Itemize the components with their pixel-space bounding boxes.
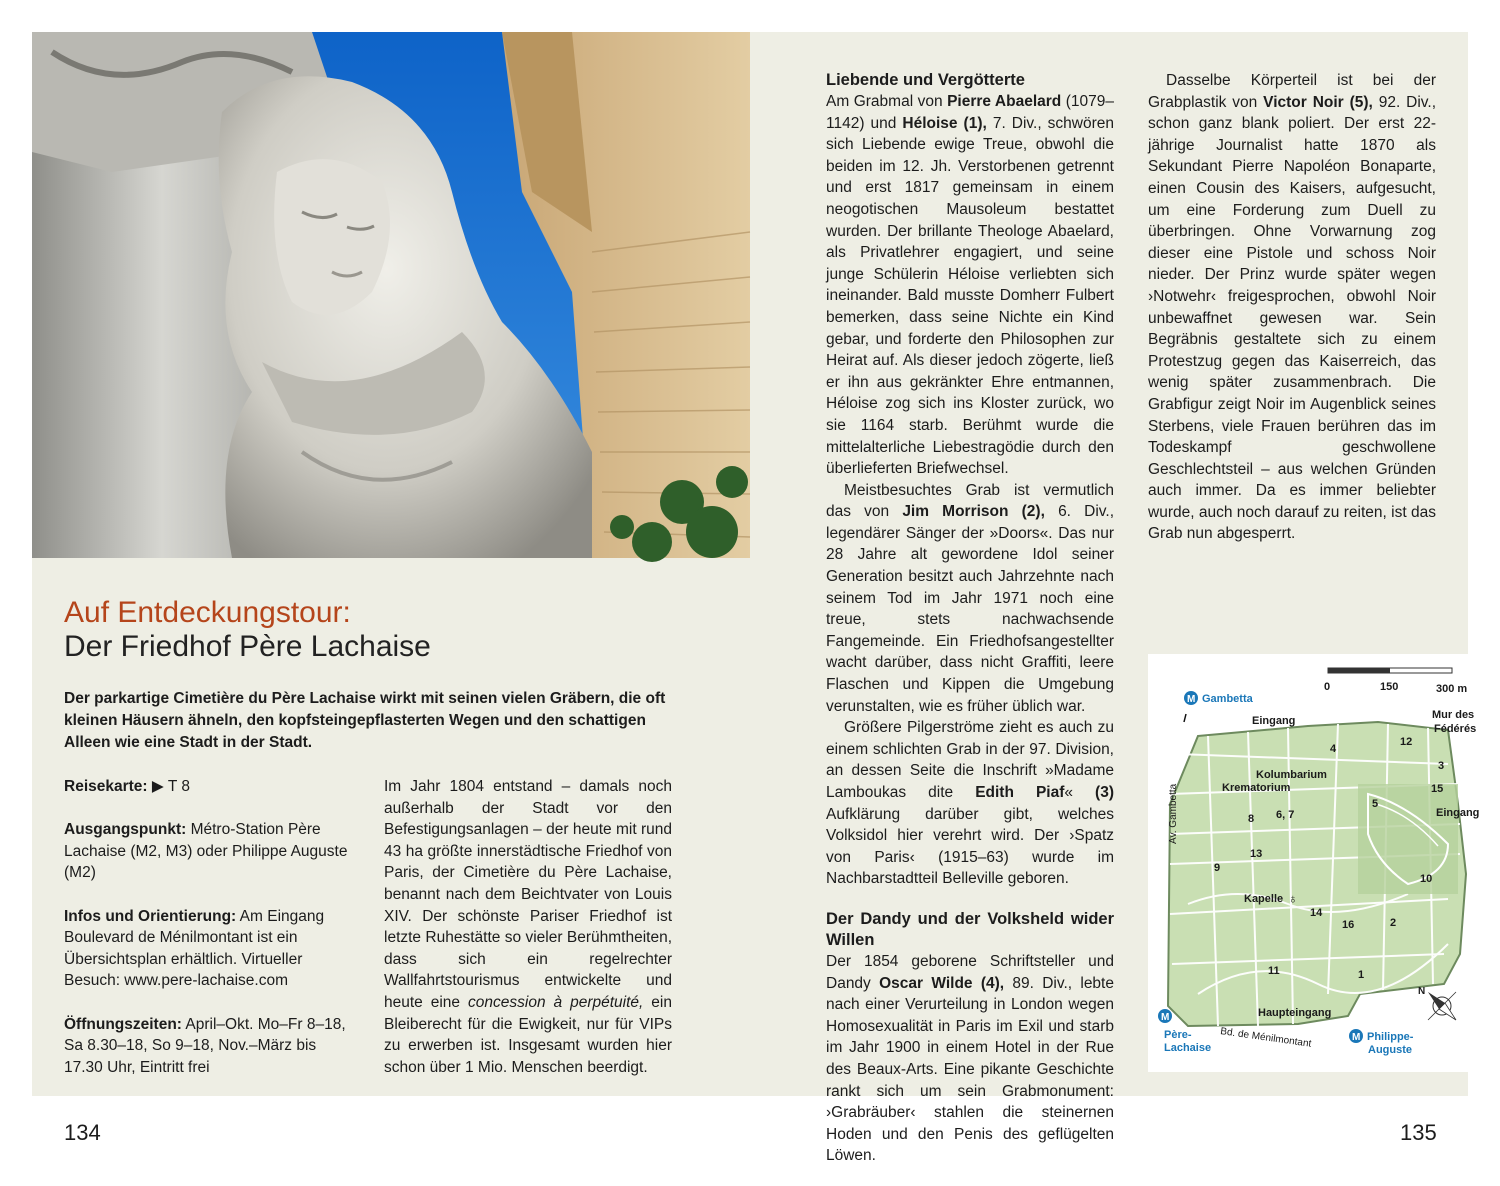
info-orientierung-label: Infos und Orientierung: [64,907,237,925]
text-run: 6. Div., legendärer Sänger der »Doors«. Das nur 28 Jahre alt gewordene Idol seiner Generation besitzt auch Jahrzehnte nach seinem Tod im Jahr 1971 noch eine treue, stets nachwachsende Fangemeinde. Ein Friedhofsangestellter wacht darüber, dass nicht Graffiti, leere Flaschen und Kippen die Umgebung verunstalten, wie es früher üblich war. [826,503,1114,715]
text-run: « [1064,784,1096,801]
map-label-haupteingang: Haupteingang [1258,1007,1332,1019]
text-bold: Edith Piaf [975,784,1065,801]
map-marker-13: 13 [1250,848,1263,860]
right-body-column-2 [1148,70,1436,545]
statue-photo [32,32,750,558]
map-label-kapelle: Kapelle [1244,893,1284,905]
cemetery-map-graphic [1148,654,1480,1072]
info-reisekarte [64,776,354,798]
chapel-icon: ♁ [1288,891,1298,906]
right-body-column-1 [826,70,1114,1167]
text-bold: Jim Morrison (2), [902,503,1045,521]
metro-philippe-label-2: Auguste [1368,1044,1412,1056]
body-paragraph [826,717,1114,890]
body-paragraph [384,776,672,1078]
text-run: Größere Pilgerströme zieht es auch zu einem schlichten Grab in der 97. Division, an dessen Seite die Inschrift »Madame Lamboukas dite [826,719,1114,801]
map-marker-14: 14 [1310,907,1323,919]
text-run: ein Bleiberecht für die Ewigkeit, nur für VIPs zu erwerben ist. Insgesamt wurden hier schon über 1 Mio. Menschen beerdigt. [384,993,672,1076]
map-label-mur-2: Fédérés [1434,723,1477,735]
map-label-bd-menilmontant: Bd. de Ménilmontant [1219,1026,1312,1050]
text-bold: Victor Noir (5), [1263,93,1373,111]
map-marker-8: 8 [1248,813,1255,825]
map-marker-9: 9 [1214,862,1221,874]
map-marker-3: 3 [1438,760,1445,772]
map-marker-16: 16 [1342,919,1355,931]
left-page-header [64,596,684,754]
text-run: Am Grabmal von [826,93,948,110]
text-bold: Héloise (1), [902,114,987,132]
text-run: Der 1854 geborene Schriftsteller und Dandy [826,952,1114,992]
info-reisekarte-label: Reisekarte: [64,778,148,795]
map-marker-15: 15 [1431,783,1444,795]
body-paragraph [826,480,1114,718]
compass-n-label: N [1418,986,1426,997]
scale-label-150: 150 [1380,681,1399,693]
map-label-mur-1: Mur des [1432,709,1475,721]
map-marker-11: 11 [1268,965,1280,977]
article-title-kicker: Auf Entdeckungstour: [64,596,351,629]
text-run: 89. Div., lebte nach einer Verurteilung in London wegen Homosexualität in Paris im Exil und starb im Jahr 1900 in einem Hotel in der Rue des Beaux-Arts. Eine pikante Geschichte rankt sich um sein Grabmonument: ›Grabräuber‹ stahlen die steinernen Hoden und den Penis des geflügelten Löwen. [826,974,1114,1165]
section-heading-dandy: Der Dandy und der Volksheld wider Willen [826,909,1114,949]
metro-gambetta [1184,691,1254,722]
scale-label-300: 300 m [1436,683,1468,695]
compass-icon [1418,986,1456,1020]
body-paragraph [826,91,1114,480]
text-run: 92. Div., schon ganz blank poliert. Der erst 22-jährige Journalist hatte 1870 als Sekundant Pierre Napoléon Bonaparte, einen Cousin des Kaisers, aufgesucht, um eine Forderung zum Duell zu überbringen. Ohne Vorwarnung zog dieser eine Pistole und schoss Noir nieder. Der Prinz wurde später wegen ›Notwehr‹ freigesprochen, obwohl Noir unbewaffnet gewesen war. Sein Begräbnis gestaltete sich zu einem Protestzug gegen das Kaiserreich, das wenig später zusammenbrach. Die Grabfigur zeigt Noir im Augenblick seines Sterbens, viele Frauen berühren das im Todeskampf geschwollene Geschlechtsteil – aus welchen Gründen auch immer. Da es immer beliebter wurde, auch noch darauf zu reiten, ist das Grab nun abgesperrt. [1148,93,1436,543]
section-heading-liebende: Liebende und Vergötterte [826,71,1025,89]
info-oeffnungszeiten-value: April–Okt. Mo–Fr 8–18, Sa 8.30–18, So 9–18, Nov.–März bis 17.30 Uhr, Eintritt frei [64,1015,346,1076]
map-marker-6-7: 6, 7 [1276,809,1295,821]
metro-philippe-auguste [1349,1029,1414,1056]
text-run: 7. Div., schwören sich Liebende ewige Treue, obwohl die beiden im 12. Jh. Verstorbenen getrennt und erst 1817 gemeinsam in einem neogotischen Mausoleum bestattet wurden. Der brillante Theologe Abaelard, als Privatlehrer engagiert, und seine junge Schülerin Héloise verliebten sich ineinander. Bald musste Domherr Fulbert bemerken, dass seine Nichte ein Kind gebar, und forderte den Philosophen zur Heirat auf. Als dieser jedoch zögerte, ließ er ihn aus gekränkter Ehre entmannen, Héloise zog sich ins Kloster zurück, wo sie 1164 starb. Berühmt wurde die mittelalterliche Liebestragödie durch den überlieferten Briefwechsel. [826,114,1114,478]
body-paragraph [1148,70,1436,545]
article-lead: Der parkartige Cimetière du Père Lachaise wirkt mit seinen vielen Gräbern, die oft kleinen Häusern ähneln, den kopfsteingepflasterten Wegen und den schattigen Alleen wie eine Stadt in der Stadt. [64,690,666,751]
text-bold: Pierre Abaelard [947,93,1062,110]
text-run: Dasselbe Körperteil ist bei der Grabplastik von [1148,72,1436,111]
metro-symbol: M [1352,1032,1361,1043]
text-run: Im Jahr 1804 entstand – damals noch außerhalb der Stadt vor den Befestigungsanlagen – der heute mit rund 43 ha größte innerstädtische Friedhof von Paris, der Cimetière du Père Lachaise, benannt nach dem Beichtvater von Louis XIV. Der schönste Pariser Friedhof ist letzte Ruhestätte so vieler Berühmtheiten, dass sich ein regelrechter Wallfahrtstourismus entwickelte und heute eine [384,778,672,1011]
metro-symbol: M [1187,694,1196,705]
page-number-left: 134 [64,1120,101,1145]
text-run: (1079–1142) und [826,93,1114,132]
map-label-kolumbarium: Kolumbarium [1256,769,1327,781]
map-label-av-gambetta: Av. Gambetta [1168,783,1179,844]
info-orientierung [64,906,354,992]
article-title: Der Friedhof Père Lachaise [64,630,431,663]
text-run: Aufklärung darüber gibt, welches Volksidol hier verehrt wird. Der ›Spatz von Paris‹ (1915–63) wurde im Nachbarstadtteil Belleville geboren. [826,805,1114,888]
map-label-krematorium: Krematorium [1222,782,1291,794]
map-marker-4: 4 [1330,743,1337,755]
text-italic: concession à perpétuité, [468,993,644,1011]
map-marker-5: 5 [1372,798,1379,810]
scale-label-0: 0 [1324,681,1331,693]
text-run: Meistbesuchtes Grab ist vermutlich das von [826,481,1114,521]
text-bold: Oscar Wilde (4), [879,974,1005,992]
metro-pere-label-1: Père- [1164,1029,1192,1041]
map-marker-10: 10 [1420,873,1433,885]
body-paragraph [826,951,1114,1167]
metro-symbol: M [1161,1012,1170,1023]
info-oeffnungszeiten [64,1014,354,1079]
metro-philippe-label-1: Philippe- [1367,1031,1414,1043]
info-ausgangspunkt-value: Métro-Station Père Lachaise (M2, M3) oder Philippe Auguste (M2) [64,821,348,882]
info-box [64,776,354,1100]
map-marker-1: 1 [1358,969,1365,981]
info-orientierung-value: Am Eingang Boulevard de Ménilmontant ist ein Übersichtsplan erhältlich. Virtueller Besuch: www.pere-lachaise.com [64,907,325,990]
left-body-column [384,776,672,1078]
map-scale-bar [1324,668,1467,695]
statue-photo-graphic [32,32,750,558]
info-oeffnungszeiten-label: Öffnungszeiten: [64,1015,182,1033]
map-marker-2: 2 [1390,917,1397,929]
info-reisekarte-value: ▶ T 8 [151,778,190,795]
page-number-right: 135 [1400,1120,1437,1145]
cemetery-map [1148,654,1480,1072]
info-ausgangspunkt [64,819,354,884]
metro-gambetta-label: Gambetta [1202,693,1253,705]
text-bold: (3) [1095,784,1114,801]
map-label-eingang-top: Eingang [1252,715,1296,727]
map-marker-12: 12 [1400,736,1413,748]
map-label-eingang-right: Eingang [1436,807,1480,819]
info-ausgangspunkt-label: Ausgangspunkt: [64,821,187,839]
metro-pere-label-2: Lachaise [1164,1042,1212,1054]
